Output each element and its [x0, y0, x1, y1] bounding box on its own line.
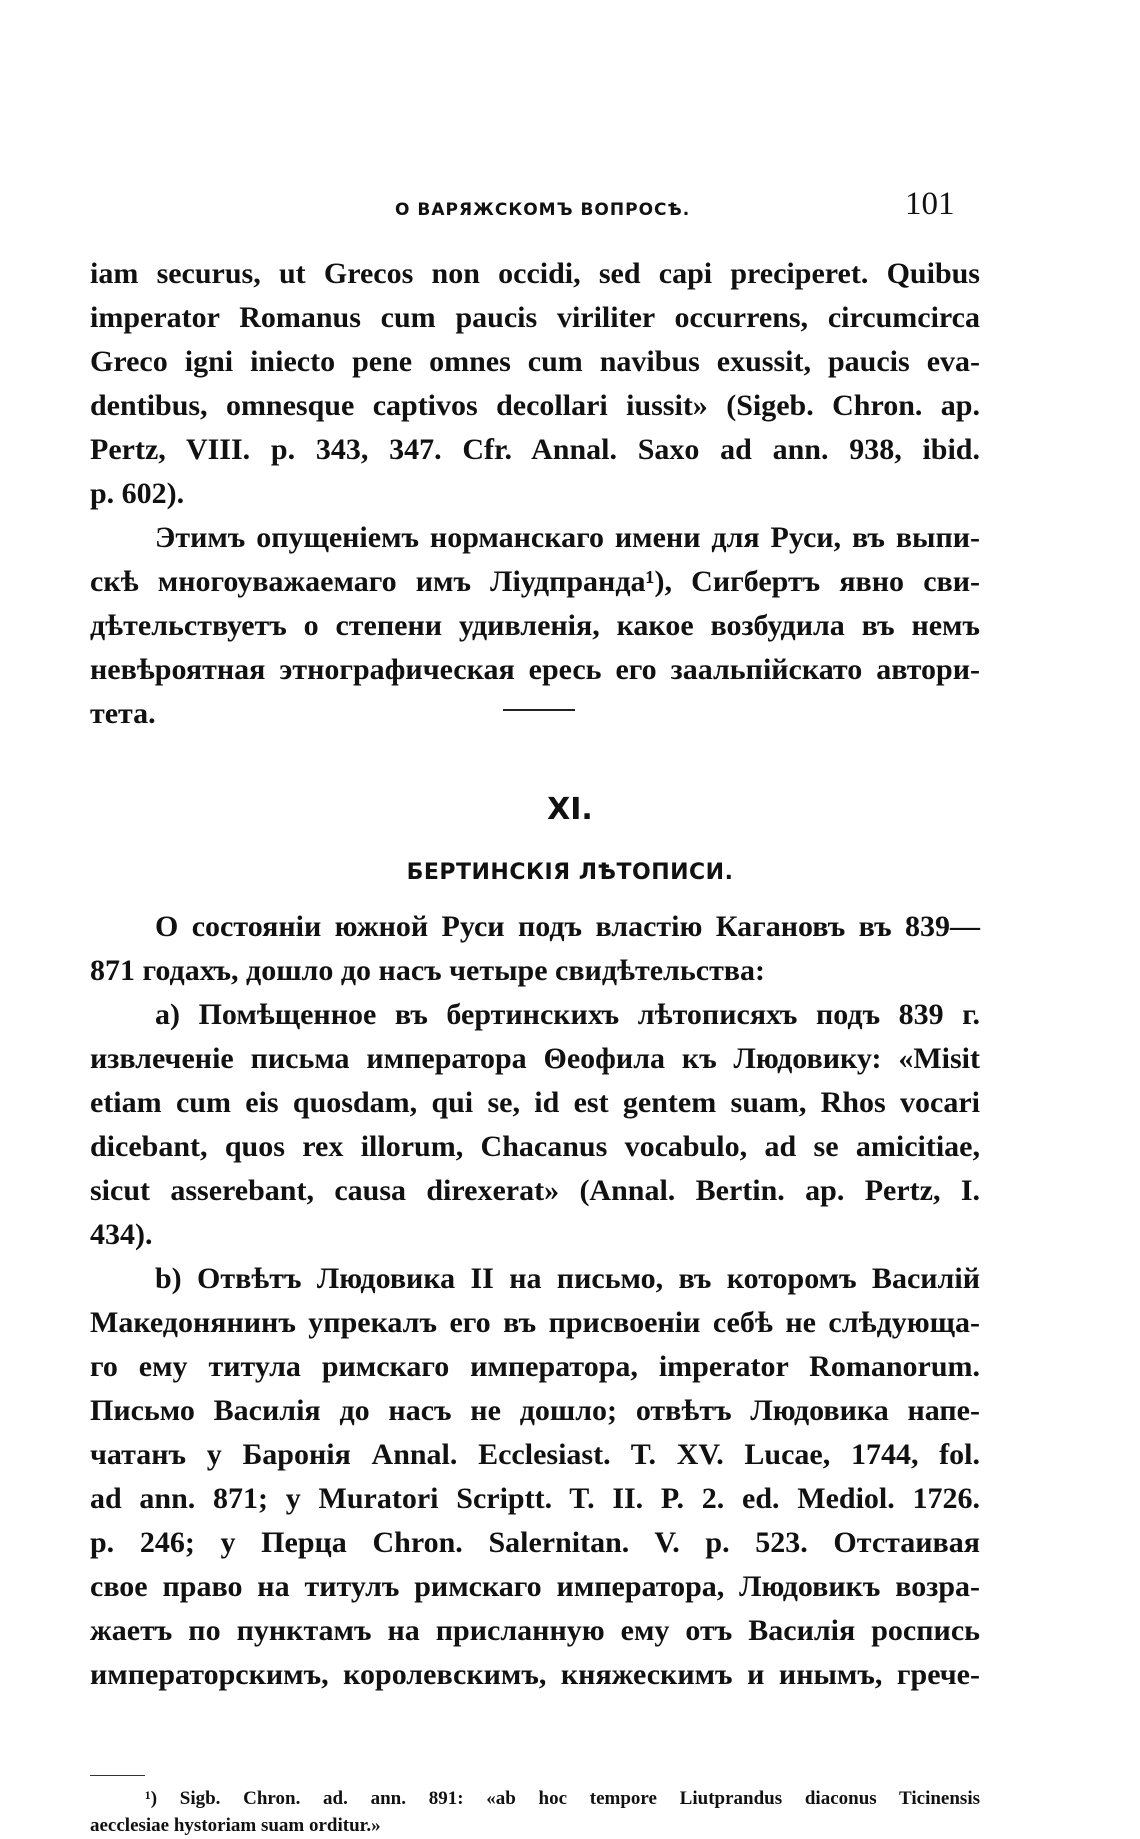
- footnote-line: ¹) Sigb. Chron. ad. ann. 891: «ab hoc tempore Liutprandus diaconus Ticinensis: [145, 1788, 980, 1809]
- text-line: го ему титула римскаго императора, imperator Romanorum.: [90, 1350, 980, 1383]
- body-text-bottom: [90, 905, 980, 1697]
- text-line: О состояніи южной Руси подъ властію Кагановъ въ 839—: [155, 910, 980, 943]
- footnote-line: aecclesiae hystoriam suam orditur.»: [90, 1815, 381, 1836]
- section-number: XI.: [547, 792, 593, 827]
- text-line: iam securus, ut Grecos non occidi, sed capi preciperet. Quibus: [90, 257, 980, 290]
- text-line: Pertz, VIII. p. 343, 347. Cfr. Annal. Saxo ad ann. 938, ibid.: [90, 433, 980, 466]
- text-line: dentibus, omnesque captivos decollari iussit» (Sigeb. Chron. ap.: [90, 389, 980, 422]
- body-text-top: [90, 252, 980, 736]
- text-line: b) Отвѣтъ Людовика II на письмо, въ которомъ Василій: [155, 1262, 980, 1295]
- text-line: Этимъ опущеніемъ норманскаго имени для Руси, въ выпи-: [155, 521, 980, 554]
- text-line: etiam cum eis quosdam, qui se, id est gentem suam, Rhos vocari: [90, 1086, 980, 1119]
- text-line: скѣ многоуважаемаго имъ Ліудпранда¹), Сигбертъ явно сви-: [90, 565, 980, 598]
- text-line: p. 246; у Перца Chron. Salernitan. V. p. 523. Отстаивая: [90, 1526, 980, 1559]
- text-line: Македонянинъ упрекалъ его въ присвоеніи себѣ не слѣдующа-: [90, 1306, 980, 1339]
- text-line: 434).: [90, 1218, 153, 1251]
- page-number: 101: [905, 186, 955, 222]
- text-line: свое право на титулъ римскаго императора, Людовикъ возра-: [90, 1570, 980, 1603]
- text-line: дѣтельствуетъ о степени удивленія, какое возбудила въ немъ: [90, 609, 980, 642]
- text-line: sicut asserebant, causa direxerat» (Annal. Bertin. ap. Pertz, I.: [90, 1174, 980, 1207]
- text-line: dicebant, quos rex illorum, Chacanus vocabulo, ad se amicitiae,: [90, 1130, 980, 1163]
- footnotes: [90, 1785, 980, 1839]
- text-line: извлеченіе письма императора Θеофила къ Людовику: «Misit: [90, 1042, 980, 1075]
- text-line: жаетъ по пунктамъ на присланную ему отъ Василія роспись: [90, 1614, 980, 1647]
- text-line: Greco igni iniecto pene omnes cum navibus exussit, paucis eva-: [90, 345, 980, 378]
- text-line: ad ann. 871; у Muratori Scriptt. T. II. P. 2. ed. Mediol. 1726.: [90, 1482, 980, 1515]
- running-head: О ВАРЯЖСКОМЪ ВОПРОСѢ.: [395, 200, 691, 220]
- text-line: чатанъ у Баронія Annal. Ecclesiast. T. XV. Lucae, 1744, fol.: [90, 1438, 980, 1471]
- text-line: p. 602).: [90, 477, 185, 510]
- text-line: a) Помѣщенное въ бертинскихъ лѣтописяхъ подъ 839 г.: [155, 998, 980, 1031]
- text-line: невѣроятная этнографическая ересь его заальпійскато автори-: [90, 653, 980, 686]
- text-line: императорскимъ, королевскимъ, княжескимъ и инымъ, грече-: [90, 1658, 980, 1691]
- text-line: тета.: [90, 697, 156, 730]
- text-line: imperator Romanus cum paucis viriliter occurrens, circumcirca: [90, 301, 980, 334]
- section-divider: [503, 709, 575, 711]
- text-line: 871 годахъ, дошло до насъ четыре свидѣтельства:: [90, 954, 765, 987]
- footnote-divider: [90, 1775, 145, 1776]
- text-line: Письмо Василія до насъ не дошло; отвѣтъ Людовика напе-: [90, 1394, 980, 1427]
- section-title: БЕРТИНСКІЯ ЛѢТОПИСИ.: [406, 860, 734, 885]
